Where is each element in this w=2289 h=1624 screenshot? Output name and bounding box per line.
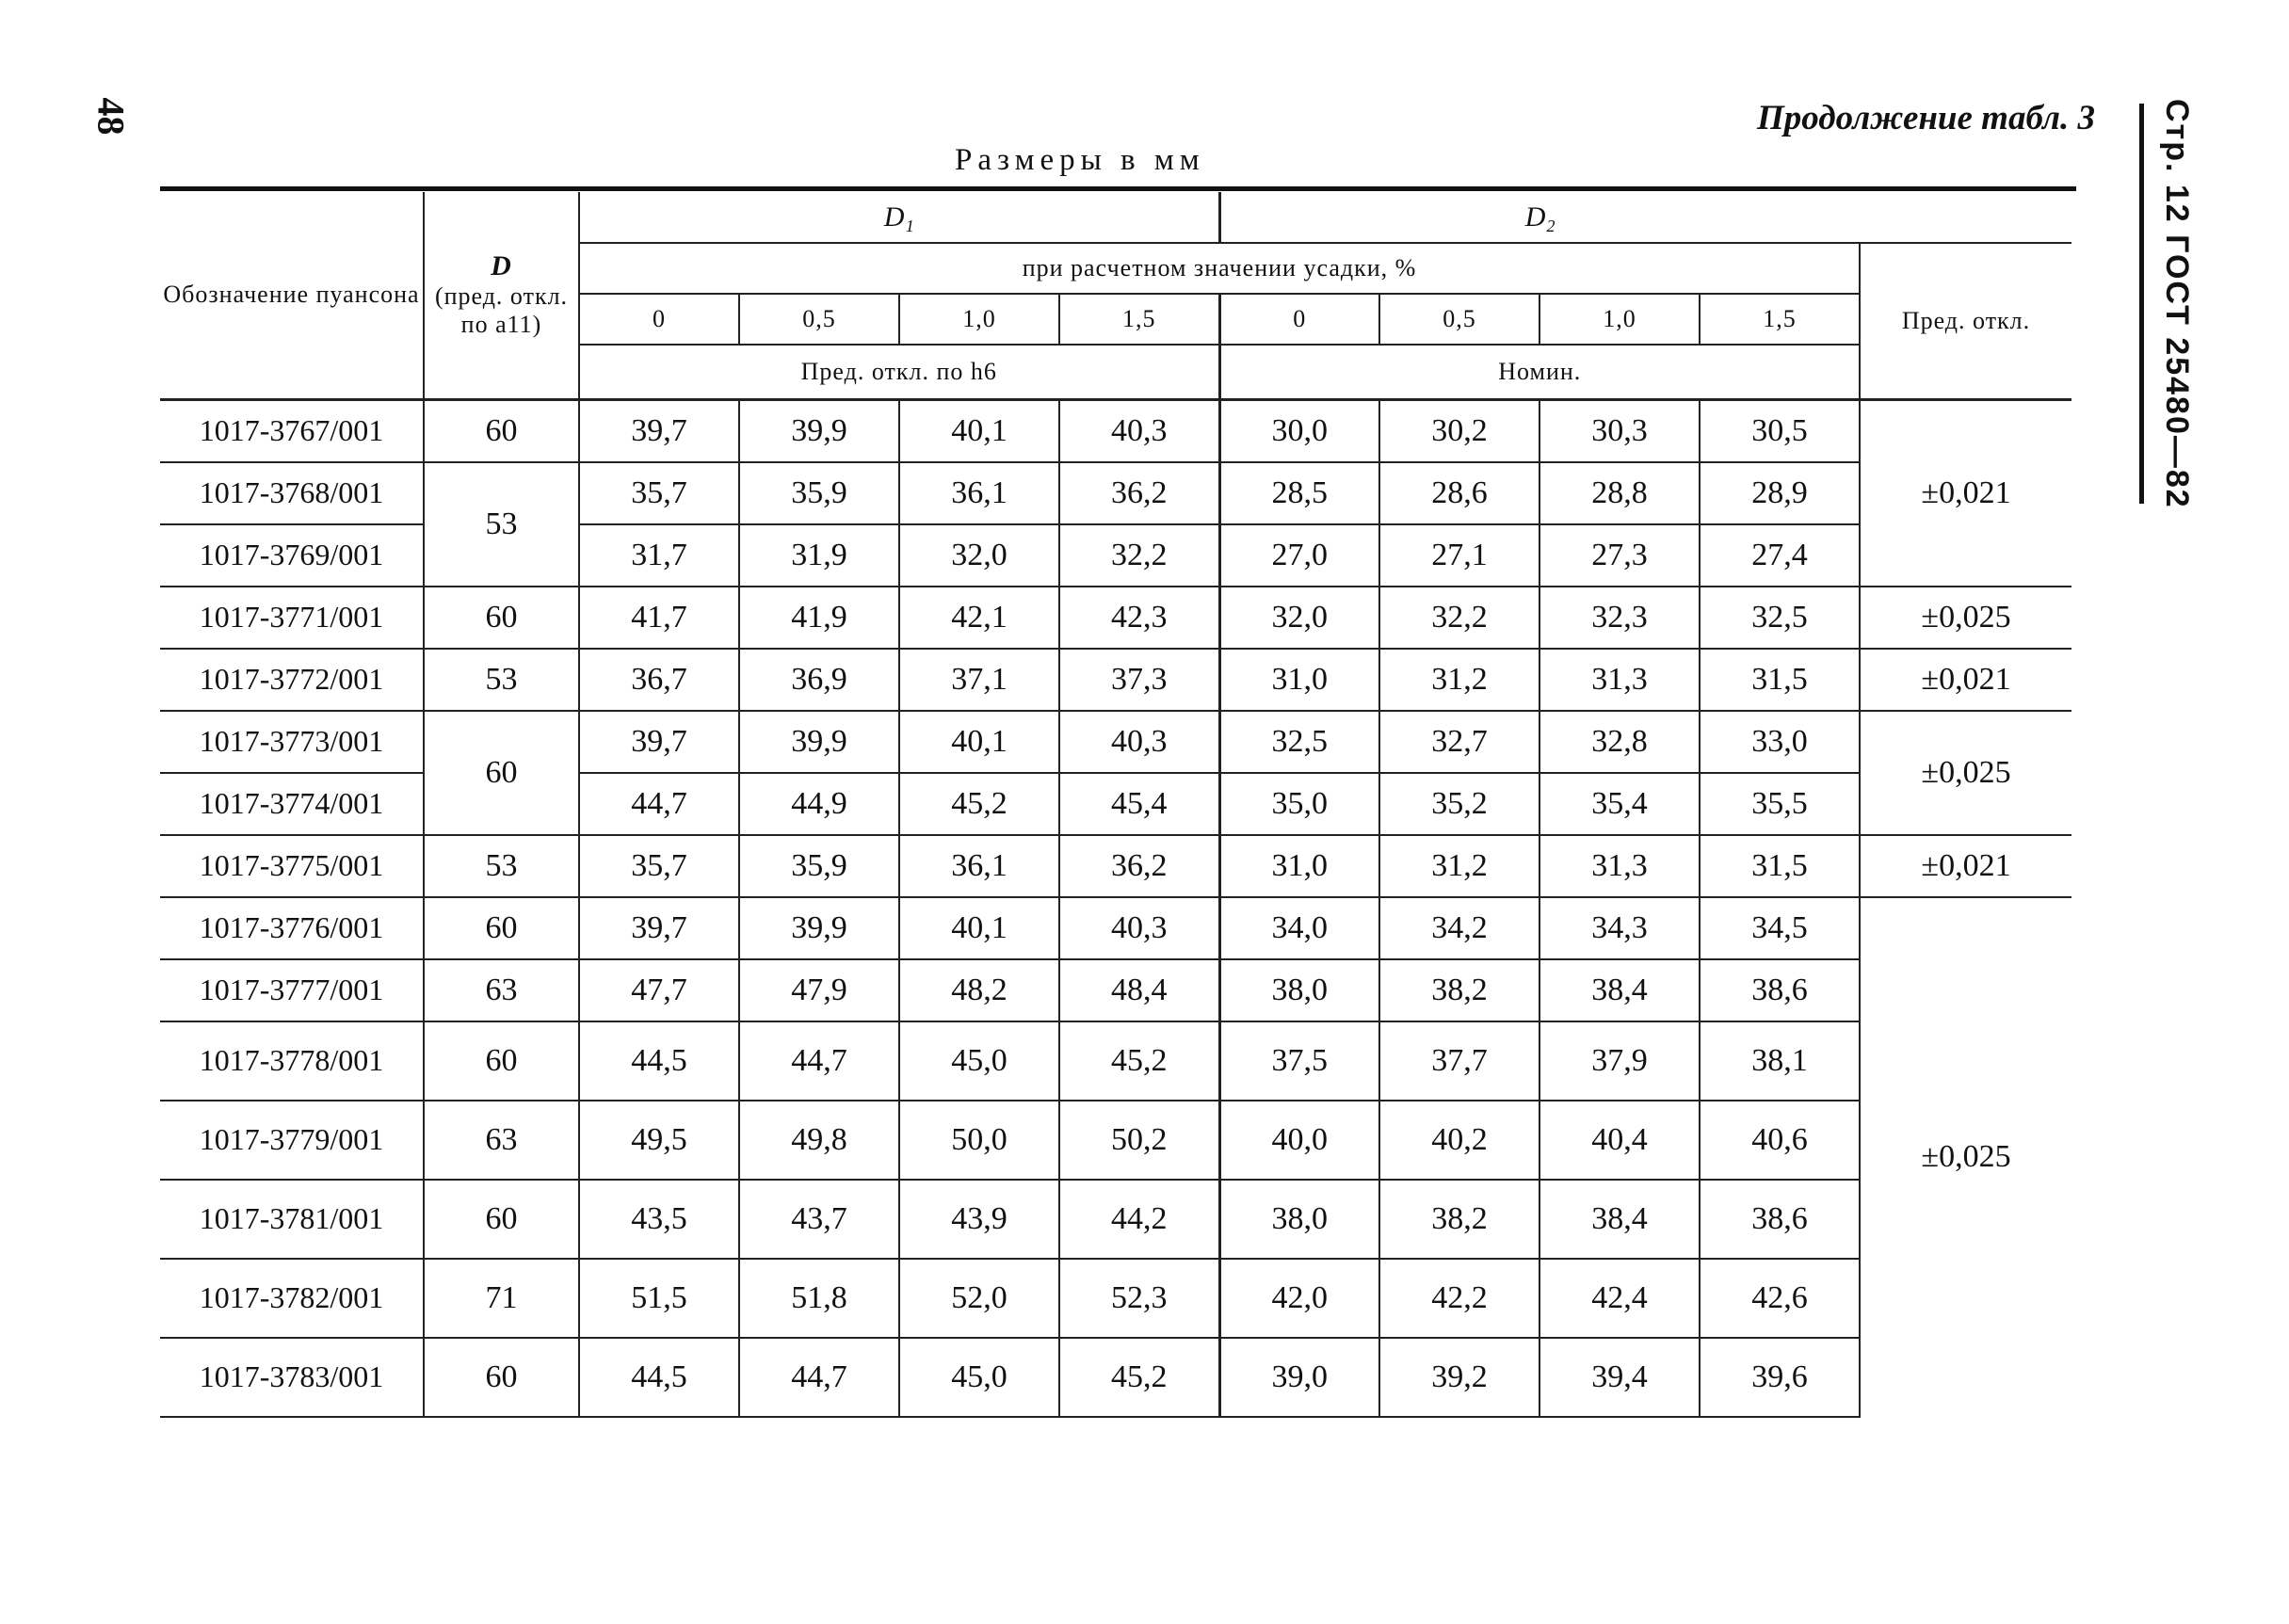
d1-value: 47,9 — [739, 959, 899, 1021]
d2-value: 34,5 — [1700, 897, 1860, 959]
d2-value: 35,2 — [1379, 773, 1539, 835]
table-row — [160, 897, 2071, 959]
d1-value: 51,8 — [739, 1259, 899, 1338]
header-d-note: (пред. откл. по a11) — [434, 282, 569, 339]
d2-value: 31,5 — [1700, 649, 1860, 711]
header-d2-nominal: Номин. — [1219, 345, 1860, 399]
d2-value: 34,3 — [1539, 897, 1700, 959]
tolerance-value: ±0,025 — [1860, 587, 2071, 649]
table-row — [160, 649, 2071, 711]
punch-designation: 1017-3782/001 — [160, 1259, 424, 1338]
d1-value: 44,5 — [579, 1021, 739, 1101]
table-header — [160, 192, 2071, 399]
d1-value: 31,7 — [579, 524, 739, 587]
d1-value: 35,7 — [579, 835, 739, 897]
d2-value: 30,5 — [1700, 399, 1860, 462]
d1-value: 45,2 — [1059, 1021, 1219, 1101]
d1-value: 37,3 — [1059, 649, 1219, 711]
d2-value: 42,2 — [1379, 1259, 1539, 1338]
d1-value: 49,5 — [579, 1101, 739, 1180]
d1-value: 35,9 — [739, 835, 899, 897]
d1-value: 39,9 — [739, 711, 899, 773]
d2-value: 38,2 — [1379, 1180, 1539, 1259]
d2-value: 38,4 — [1539, 959, 1700, 1021]
header-shrinkage: при расчетном значении усадки, % — [579, 243, 1860, 294]
table-top-rule — [160, 186, 2076, 191]
punch-designation: 1017-3783/001 — [160, 1338, 424, 1417]
d1-value: 39,9 — [739, 399, 899, 462]
diameter-d: 60 — [424, 1338, 579, 1417]
d2-value: 28,5 — [1219, 462, 1379, 524]
diameter-d: 60 — [424, 1021, 579, 1101]
d1-value: 36,2 — [1059, 462, 1219, 524]
table-row — [160, 399, 2071, 462]
d2-value: 28,6 — [1379, 462, 1539, 524]
tolerance-value: ±0,021 — [1860, 399, 2071, 587]
d1-value: 32,2 — [1059, 524, 1219, 587]
punch-designation: 1017-3776/001 — [160, 897, 424, 959]
d1-value: 44,7 — [579, 773, 739, 835]
d2-value: 39,6 — [1700, 1338, 1860, 1417]
punch-designation: 1017-3774/001 — [160, 773, 424, 835]
punch-designation: 1017-3779/001 — [160, 1101, 424, 1180]
table-row — [160, 587, 2071, 649]
table-row — [160, 711, 2071, 773]
d2-value: 38,4 — [1539, 1180, 1700, 1259]
d2-value: 40,4 — [1539, 1101, 1700, 1180]
d1-value: 36,2 — [1059, 835, 1219, 897]
d1-value: 39,7 — [579, 897, 739, 959]
d2-value: 42,6 — [1700, 1259, 1860, 1338]
d2-value: 31,2 — [1379, 835, 1539, 897]
d1-value: 42,3 — [1059, 587, 1219, 649]
d1-value: 40,1 — [899, 399, 1059, 462]
diameter-d: 63 — [424, 959, 579, 1021]
d2-value: 38,6 — [1700, 959, 1860, 1021]
d2-value: 37,9 — [1539, 1021, 1700, 1101]
tolerance-value: ±0,021 — [1860, 835, 2071, 897]
d2-value: 35,5 — [1700, 773, 1860, 835]
d2-value: 34,0 — [1219, 897, 1379, 959]
d2-value: 31,5 — [1700, 835, 1860, 897]
shrink-value: 1,0 — [899, 294, 1059, 345]
table-row — [160, 1180, 2071, 1259]
d1-value: 39,7 — [579, 711, 739, 773]
d1-value: 36,7 — [579, 649, 739, 711]
d1-value: 44,2 — [1059, 1180, 1219, 1259]
d2-value: 38,0 — [1219, 1180, 1379, 1259]
table-row — [160, 1101, 2071, 1180]
page-number: 48 — [89, 97, 133, 136]
d1-value: 43,9 — [899, 1180, 1059, 1259]
d1-value: 45,2 — [1059, 1338, 1219, 1417]
d2-value: 35,4 — [1539, 773, 1700, 835]
d2-value: 27,1 — [1379, 524, 1539, 587]
d2-value: 28,8 — [1539, 462, 1700, 524]
d1-value: 44,7 — [739, 1338, 899, 1417]
table-row — [160, 835, 2071, 897]
diameter-d: 60 — [424, 1180, 579, 1259]
d2-value: 32,7 — [1379, 711, 1539, 773]
d2-value: 38,6 — [1700, 1180, 1860, 1259]
d1-value: 51,5 — [579, 1259, 739, 1338]
d1-value: 47,7 — [579, 959, 739, 1021]
shrink-value: 0,5 — [739, 294, 899, 345]
d1-value: 37,1 — [899, 649, 1059, 711]
d2-value: 37,5 — [1219, 1021, 1379, 1101]
d1-value: 40,3 — [1059, 897, 1219, 959]
punch-designation: 1017-3775/001 — [160, 835, 424, 897]
d2-value: 30,3 — [1539, 399, 1700, 462]
shrink-value: 1,5 — [1059, 294, 1219, 345]
d1-value: 45,2 — [899, 773, 1059, 835]
shrink-value: 0 — [1219, 294, 1379, 345]
shrink-value: 1,5 — [1700, 294, 1860, 345]
side-standard-label: Стр. 12 ГОСТ 25480—82 — [2159, 99, 2195, 509]
d2-value: 40,2 — [1379, 1101, 1539, 1180]
d1-value: 48,4 — [1059, 959, 1219, 1021]
d2-value: 30,0 — [1219, 399, 1379, 462]
shrink-value: 1,0 — [1539, 294, 1700, 345]
diameter-d: 60 — [424, 897, 579, 959]
table-row — [160, 462, 2071, 524]
d2-value: 32,3 — [1539, 587, 1700, 649]
d2-value: 30,2 — [1379, 399, 1539, 462]
d2-value: 32,5 — [1700, 587, 1860, 649]
d1-value: 41,9 — [739, 587, 899, 649]
side-rule — [2139, 104, 2144, 504]
header-d1: D₁ — [579, 192, 1219, 243]
d2-value: 38,2 — [1379, 959, 1539, 1021]
d1-value: 35,9 — [739, 462, 899, 524]
d1-value: 45,0 — [899, 1338, 1059, 1417]
d1-value: 49,8 — [739, 1101, 899, 1180]
d2-value: 32,2 — [1379, 587, 1539, 649]
d1-value: 44,5 — [579, 1338, 739, 1417]
d2-value: 31,0 — [1219, 649, 1379, 711]
tolerance-value: ±0,025 — [1860, 711, 2071, 835]
punch-designation: 1017-3772/001 — [160, 649, 424, 711]
table-body — [160, 399, 2071, 1417]
d1-value: 43,7 — [739, 1180, 899, 1259]
diameter-d: 60 — [424, 711, 579, 835]
d2-value: 31,3 — [1539, 649, 1700, 711]
d1-value: 39,9 — [739, 897, 899, 959]
d1-value: 44,9 — [739, 773, 899, 835]
d1-value: 48,2 — [899, 959, 1059, 1021]
d1-value: 35,7 — [579, 462, 739, 524]
d2-value: 27,4 — [1700, 524, 1860, 587]
d2-value: 31,3 — [1539, 835, 1700, 897]
punch-designation: 1017-3777/001 — [160, 959, 424, 1021]
header-spacer — [1860, 192, 2071, 243]
d2-value: 32,8 — [1539, 711, 1700, 773]
shrink-value: 0,5 — [1379, 294, 1539, 345]
units-caption: Размеры в мм — [955, 143, 1205, 177]
dimensions-table — [160, 192, 2071, 1418]
d1-value: 45,0 — [899, 1021, 1059, 1101]
d2-value: 38,0 — [1219, 959, 1379, 1021]
d2-value: 31,2 — [1379, 649, 1539, 711]
tolerance-value: ±0,025 — [1860, 897, 2071, 1417]
header-d2: D₂ — [1219, 192, 1860, 243]
diameter-d: 71 — [424, 1259, 579, 1338]
table-row — [160, 1021, 2071, 1101]
d2-value: 32,0 — [1219, 587, 1379, 649]
punch-designation: 1017-3778/001 — [160, 1021, 424, 1101]
table-continuation-caption: Продолжение табл. 3 — [1757, 99, 2095, 137]
header-d-symbol: D — [491, 250, 512, 282]
punch-designation: 1017-3768/001 — [160, 462, 424, 524]
punch-designation: 1017-3773/001 — [160, 711, 424, 773]
d2-value: 27,0 — [1219, 524, 1379, 587]
d2-value: 33,0 — [1700, 711, 1860, 773]
punch-designation: 1017-3771/001 — [160, 587, 424, 649]
diameter-d: 53 — [424, 835, 579, 897]
header-designation: Обозначение пуансона — [160, 192, 424, 399]
d2-value: 32,5 — [1219, 711, 1379, 773]
shrink-value: 0 — [579, 294, 739, 345]
diameter-d: 53 — [424, 462, 579, 587]
d2-value: 28,9 — [1700, 462, 1860, 524]
d1-value: 40,3 — [1059, 711, 1219, 773]
header-tolerance: Пред. откл. — [1860, 243, 2071, 399]
d2-value: 37,7 — [1379, 1021, 1539, 1101]
diameter-d: 63 — [424, 1101, 579, 1180]
header-d1-tolerance: Пред. откл. по h6 — [579, 345, 1219, 399]
d2-value: 31,0 — [1219, 835, 1379, 897]
d1-value: 41,7 — [579, 587, 739, 649]
d1-value: 50,2 — [1059, 1101, 1219, 1180]
d2-value: 39,0 — [1219, 1338, 1379, 1417]
d1-value: 50,0 — [899, 1101, 1059, 1180]
d2-value: 40,6 — [1700, 1101, 1860, 1180]
d1-value: 36,1 — [899, 462, 1059, 524]
d1-value: 36,9 — [739, 649, 899, 711]
punch-designation: 1017-3767/001 — [160, 399, 424, 462]
d1-value: 45,4 — [1059, 773, 1219, 835]
punch-designation: 1017-3781/001 — [160, 1180, 424, 1259]
d2-value: 42,0 — [1219, 1259, 1379, 1338]
table-row — [160, 1338, 2071, 1417]
header-d — [424, 192, 579, 399]
d1-value: 44,7 — [739, 1021, 899, 1101]
d1-value: 32,0 — [899, 524, 1059, 587]
d2-value: 42,4 — [1539, 1259, 1700, 1338]
d1-value: 36,1 — [899, 835, 1059, 897]
d1-value: 52,0 — [899, 1259, 1059, 1338]
d1-value: 31,9 — [739, 524, 899, 587]
punch-designation: 1017-3769/001 — [160, 524, 424, 587]
d1-value: 43,5 — [579, 1180, 739, 1259]
tolerance-value: ±0,021 — [1860, 649, 2071, 711]
diameter-d: 60 — [424, 399, 579, 462]
d1-value: 40,3 — [1059, 399, 1219, 462]
table-row — [160, 1259, 2071, 1338]
d2-value: 27,3 — [1539, 524, 1700, 587]
d2-value: 39,2 — [1379, 1338, 1539, 1417]
d2-value: 40,0 — [1219, 1101, 1379, 1180]
d1-value: 40,1 — [899, 711, 1059, 773]
d1-value: 40,1 — [899, 897, 1059, 959]
d2-value: 38,1 — [1700, 1021, 1860, 1101]
d1-value: 42,1 — [899, 587, 1059, 649]
table-row — [160, 959, 2071, 1021]
d2-value: 34,2 — [1379, 897, 1539, 959]
d1-value: 39,7 — [579, 399, 739, 462]
diameter-d: 53 — [424, 649, 579, 711]
d2-value: 39,4 — [1539, 1338, 1700, 1417]
diameter-d: 60 — [424, 587, 579, 649]
d2-value: 35,0 — [1219, 773, 1379, 835]
d1-value: 52,3 — [1059, 1259, 1219, 1338]
